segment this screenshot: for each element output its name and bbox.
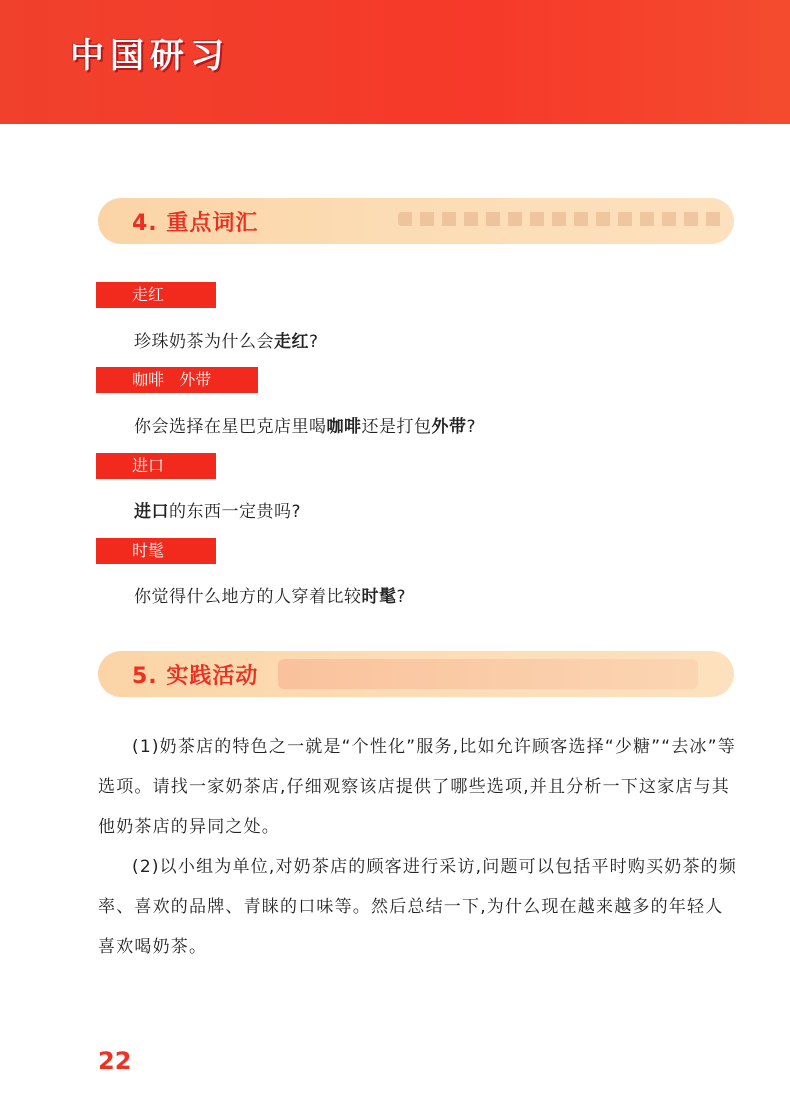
section-bar-texture [398,212,728,226]
term-tag: 咖啡 外带 [96,367,258,393]
term-tag: 走红 [96,282,216,308]
section-bar-texture [278,659,698,689]
header-band [0,0,790,124]
example-sentence: 珍珠奶茶为什么会走红? [134,332,319,352]
section-heading-5 [98,651,734,697]
section-heading-4 [98,198,734,244]
term-tag: 时髦 [96,538,216,564]
section-title: 4. 重点词汇 [132,211,259,236]
section-title: 5. 实践活动 [132,664,259,689]
brand-title: 中国研习 [70,36,230,76]
page-number: 22 [98,1047,132,1075]
example-sentence: 你觉得什么地方的人穿着比较时髦? [134,587,407,607]
term-tag: 进口 [96,453,216,479]
activity-paragraph: (1)奶茶店的特色之一就是“个性化”服务,比如允许顾客选择“少糖”“去冰”等选项。请找一家奶茶店,仔细观察该店提供了哪些选项,并且分析一下这家店与其他奶茶店的异同之处。 [98,737,736,837]
example-sentence: 你会选择在星巴克店里喝咖啡还是打包外带? [134,417,477,437]
activity-paragraph: (2)以小组为单位,对奶茶店的顾客进行采访,问题可以包括平时购买奶茶的频率、喜欢的品牌、青睐的口味等。然后总结一下,为什么现在越来越多的年轻人喜欢喝奶茶。 [98,857,738,957]
example-sentence: 进口的东西一定贵吗? [134,502,302,522]
activity-paragraphs [98,727,738,967]
